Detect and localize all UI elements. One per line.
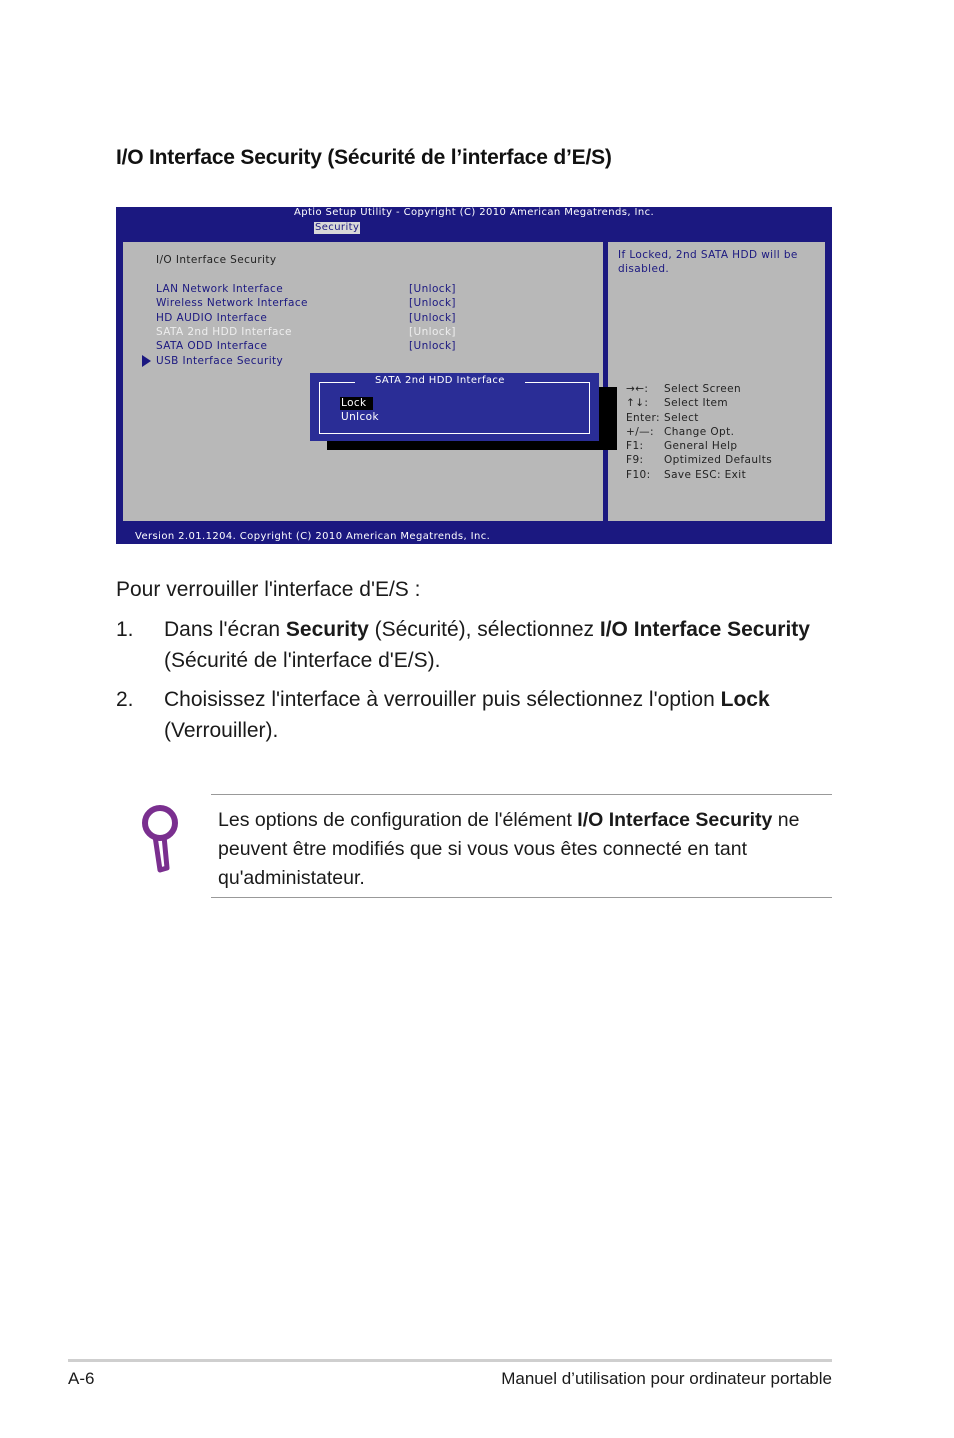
menu-item-sata-odd[interactable] — [156, 339, 466, 353]
bios-footer: Version 2.01.1204. Copyright (C) 2010 American Megatrends, Inc. — [135, 531, 491, 542]
menu-item-value: [Unlock] — [409, 326, 456, 338]
key-plus-minus: +/—: — [626, 425, 654, 438]
note-text-part: ne peuvent être modifiés que si vous vous êtes connecté en tant qu'administateur. — [218, 809, 800, 889]
section-title: I/O Interface Security — [156, 254, 277, 266]
submenu-arrow-icon — [142, 355, 151, 367]
menu-item-label: HD AUDIO Interface — [156, 312, 268, 324]
menu-item-hd-audio[interactable] — [156, 311, 466, 325]
key-enter: Enter: — [626, 411, 660, 424]
step-bold: Lock — [720, 688, 770, 711]
key-desc: General Help — [664, 440, 738, 453]
key-f9: F9: — [626, 454, 644, 467]
menu-item-label: SATA ODD Interface — [156, 340, 268, 352]
note-divider-bottom — [211, 897, 832, 898]
note-divider-top — [211, 794, 832, 795]
key-desc: Select — [664, 411, 699, 424]
manual-title: Manuel d’utilisation pour ordinateur portable — [501, 1369, 832, 1388]
step-text-part: (Verrouiller). — [164, 719, 279, 742]
step-text — [164, 614, 834, 676]
tab-security[interactable]: Security — [315, 222, 360, 233]
note-text — [218, 806, 838, 893]
menu-item-lan[interactable] — [156, 282, 466, 296]
key-desc: Change Opt. — [664, 425, 735, 438]
page-number: A-6 — [68, 1369, 95, 1388]
menu-item-label: LAN Network Interface — [156, 283, 284, 295]
popup-option-lock[interactable]: Lock — [340, 397, 373, 410]
key-desc: Select Item — [664, 397, 729, 410]
menu-item-value: [Unlock] — [409, 340, 456, 352]
popup-option-unlock[interactable]: Unlcok — [341, 411, 379, 423]
page-heading: I/O Interface Security (Sécurité de l’interface d’E/S) — [116, 146, 612, 169]
step-text-part: (Sécurité), sélectionnez — [368, 618, 600, 641]
key-arrows-lr: →←: — [626, 383, 649, 395]
menu-item-value: [Unlock] — [409, 297, 456, 309]
key-f10: F10: — [626, 468, 651, 481]
intro-text: Pour verrouiller l'interface d'E/S : — [116, 578, 421, 601]
menu-item-label: SATA 2nd HDD Interface — [156, 326, 292, 338]
step-text-part: Choisissez l'interface à verrouiller puis sélectionnez l'option — [164, 688, 721, 711]
step-number: 2. — [116, 688, 134, 711]
footer-rule — [68, 1359, 832, 1362]
key-f1: F1: — [626, 440, 644, 453]
help-text: If Locked, 2nd SATA HDD will be disabled. — [618, 249, 798, 275]
step-bold: Security — [285, 618, 369, 641]
popup-frame — [319, 382, 590, 434]
step-text — [164, 684, 834, 746]
menu-item-label: Wireless Network Interface — [156, 297, 308, 309]
note-text-part: Les options de configuration de l'élément — [218, 809, 578, 831]
bios-header: Aptio Setup Utility - Copyright (C) 2010 American Megatrends, Inc. — [293, 207, 655, 218]
step-text-part: (Sécurité de l'interface d'E/S). — [164, 649, 441, 672]
submenu-label: USB Interface Security — [156, 355, 284, 367]
menu-item-value: [Unlock] — [409, 283, 456, 295]
key-desc: Select Screen — [664, 383, 742, 395]
step-bold: I/O Interface Security — [599, 618, 810, 641]
menu-item-value: [Unlock] — [409, 312, 456, 324]
magnifier-note-icon — [139, 804, 181, 874]
option-popup — [310, 373, 599, 441]
bios-help-panel — [606, 240, 827, 523]
step-number: 1. — [116, 618, 134, 641]
popup-title: SATA 2nd HDD Interface — [355, 375, 525, 387]
key-desc: Save ESC: Exit — [664, 468, 747, 481]
key-desc: Optimized Defaults — [664, 454, 773, 467]
key-arrows-ud: ↑↓: — [626, 397, 649, 410]
menu-item-sata-hdd[interactable] — [156, 325, 466, 339]
note-bold: I/O Interface Security — [577, 809, 773, 831]
menu-item-wireless[interactable] — [156, 296, 466, 310]
step-text-part: Dans l'écran — [164, 618, 286, 641]
menu-item-usb-security[interactable] — [156, 354, 466, 368]
bios-screenshot — [116, 207, 832, 544]
